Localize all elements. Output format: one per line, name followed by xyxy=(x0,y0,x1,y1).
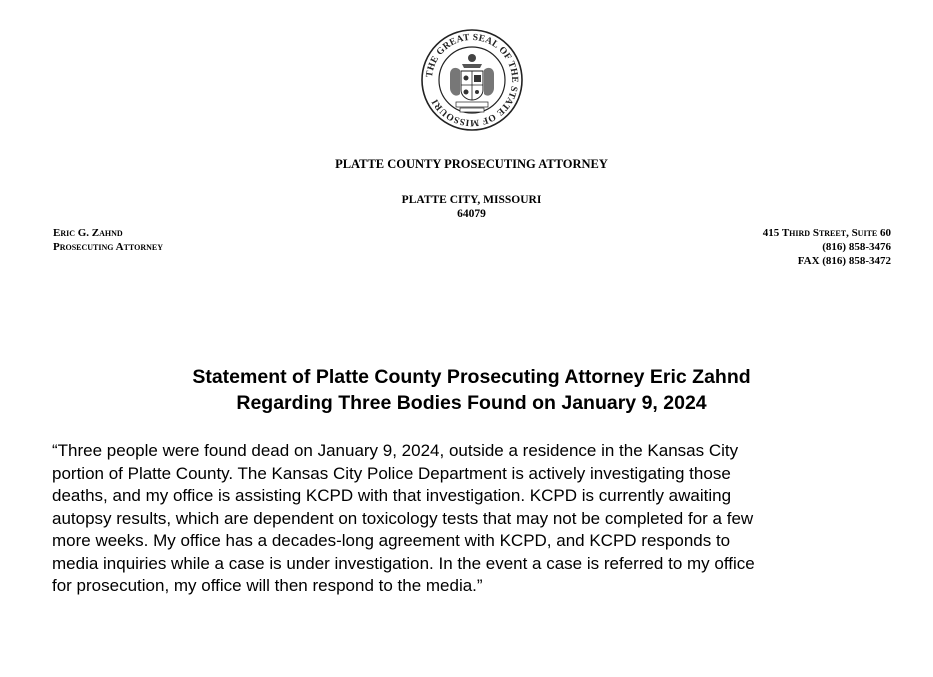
body-line: more weeks. My office has a decades-long agreement with KCPD, and KCPD responds to xyxy=(52,531,731,550)
phone-number: (816) 858-3476 xyxy=(822,241,891,253)
body-line: autopsy results, which are dependent on toxicology tests that may not be completed for a few xyxy=(52,508,754,528)
seal-emblem xyxy=(450,54,494,112)
seal-ring-text: THE GREAT SEAL OF THE STATE OF MISSOURI xyxy=(425,32,520,128)
office-name: PLATTE COUNTY PROSECUTING ATTORNEY xyxy=(335,157,608,171)
zip-code: 64079 xyxy=(457,208,486,220)
fax-number: FAX (816) 858-3472 xyxy=(797,255,891,267)
statement-title xyxy=(0,364,933,416)
body-line: deaths, and my office is assisting KCPD with that investigation. KCPD is currently awaiting xyxy=(52,486,732,505)
office-contact xyxy=(763,226,891,268)
street-address: 415 Third Street, Suite 60 xyxy=(762,227,891,239)
statement-title-line-2: Regarding Three Bodies Found on January 9, 2024 xyxy=(236,392,707,414)
office-location xyxy=(0,193,933,221)
body-line: portion of Platte County. The Kansas City Police Department is actively investigating those xyxy=(52,463,731,483)
attorney-name: Eric G. Zahnd xyxy=(53,227,123,239)
statement-body xyxy=(52,440,892,598)
body-line: for prosecution, my office will then respond to the media.” xyxy=(52,576,483,595)
missouri-state-seal xyxy=(420,28,524,132)
attorney-title: Prosecuting Attorney xyxy=(53,241,164,253)
statement-title-line-1: Statement of Platte County Prosecuting Attorney Eric Zahnd xyxy=(192,366,751,388)
city-state: PLATTE CITY, MISSOURI xyxy=(401,194,542,206)
body-line: media inquiries while a case is under investigation. In the event a case is referred to my office xyxy=(52,553,755,573)
body-line: “Three people were found dead on January 9, 2024, outside a residence in the Kansas City xyxy=(52,441,739,460)
attorney-info xyxy=(53,226,163,254)
